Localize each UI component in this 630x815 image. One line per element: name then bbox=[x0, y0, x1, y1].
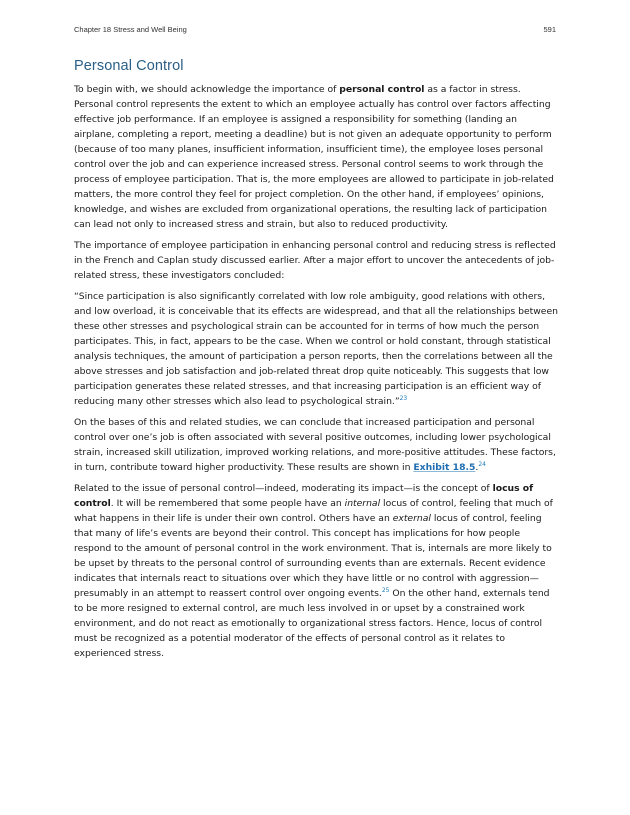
term-personal-control: personal control bbox=[339, 84, 425, 95]
text-run: On the bases of this and related studies, we can conclude that increased participation and personal control over one’s job is often associated with several positive outcomes, including lower psychological strain, increased skill utilization, improved working relations, and more-positive attitudes. These factors, in turn, contribute toward higher productivity. These results are shown in bbox=[74, 417, 556, 473]
paragraph-locus-of-control bbox=[74, 481, 558, 661]
quote-text: “Since participation is also significantly correlated with low role ambiguity, good relations with others, and low overload, it is conceivable that its effects are widespread, and that all the relationships between these other stresses and psychological strain can be accounted for in terms of how much the person participates. This, in fact, appears to be the case. When we control or hold constant, through statistical analysis techniques, the amount of participation a person reports, then the correlations between all the above stresses and job satisfaction and job-related threat drop quite noticeably. This suggests that low participation generates these related stresses, and that increasing participation is an efficient way of reducing many other stresses which also lead to psychological strain.” bbox=[74, 291, 558, 407]
paragraph-personal-control bbox=[74, 82, 558, 232]
paragraph-french-caplan: The importance of employee participation in enhancing personal control and reducing stress is reflected in the French and Caplan study discussed earlier. After a major effort to uncover the antecedents of job-related stress, these investigators concluded: bbox=[74, 240, 556, 281]
page-content bbox=[74, 58, 558, 667]
section-title: Personal Control bbox=[74, 58, 184, 74]
text-run: . It will be remembered that some people have an bbox=[110, 498, 345, 509]
footnote-ref-25[interactable]: 25 bbox=[381, 586, 390, 594]
term-locus-of-control: locus of control bbox=[74, 483, 534, 509]
text-run: as a factor in stress. Personal control represents the extent to which an employee actually has control over factors affecting effective job performance. If an employee is assigned a responsibility for something (landing an airplane, completing a report, meeting a deadline) but is not given an adequate opportunity to perform (because of too many planes, insufficient information, insufficient time), the employee loses personal control over the job and can experience increased stress. Personal control seems to work through the process of employee participation. That is, the more employees are allowed to participate in job-related matters, the more control they feel for project completion. On the other hand, if employees’ opinions, knowledge, and wishes are excluded from organizational operations, the resulting lack of participation can lead not only to increased stress and strain, but also to reduced productivity. bbox=[74, 84, 554, 230]
footnote-ref-23[interactable]: 23 bbox=[399, 394, 408, 402]
text-run: To begin with, we should acknowledge the importance of bbox=[74, 84, 340, 95]
term-internal: internal bbox=[344, 498, 381, 509]
text-run: . bbox=[475, 462, 479, 473]
page-header bbox=[74, 25, 556, 37]
paragraph-conclusion bbox=[74, 415, 558, 475]
text-run: Related to the issue of personal control—indeed, moderating its impact—is the concept of bbox=[74, 483, 493, 494]
chapter-title: Chapter 18 Stress and Well Being bbox=[74, 25, 187, 34]
quote-paragraph bbox=[74, 289, 558, 409]
text-run: locus of control, feeling that many of life’s events are beyond their control. This concept has implications for how people respond to the amount of personal control in the work environment. That is, internals are more likely to be upset by threats to the personal control of surrounding events than are externals. Recent evidence indicates that internals react to situations over which they have little or no control with aggression—presumably in an attempt to reassert control over ongoing events. bbox=[74, 513, 552, 599]
footnote-ref-24[interactable]: 24 bbox=[478, 460, 486, 468]
term-external: external bbox=[392, 513, 431, 524]
text-run: On the other hand, externals tend to be more resigned to external control, are much less involved in or upset by a constrained work environment, and do not react as emotionally to organizational stress factors. Hence, locus of control must be recognized as a potential moderator of the effects of personal control as it relates to experienced stress. bbox=[74, 588, 550, 659]
exhibit-link[interactable]: Exhibit 18.5 bbox=[413, 462, 476, 473]
text-run: locus of control, feeling that much of what happens in their life is under their own control. Others have an bbox=[74, 498, 553, 524]
page-number: 591 bbox=[543, 25, 556, 34]
